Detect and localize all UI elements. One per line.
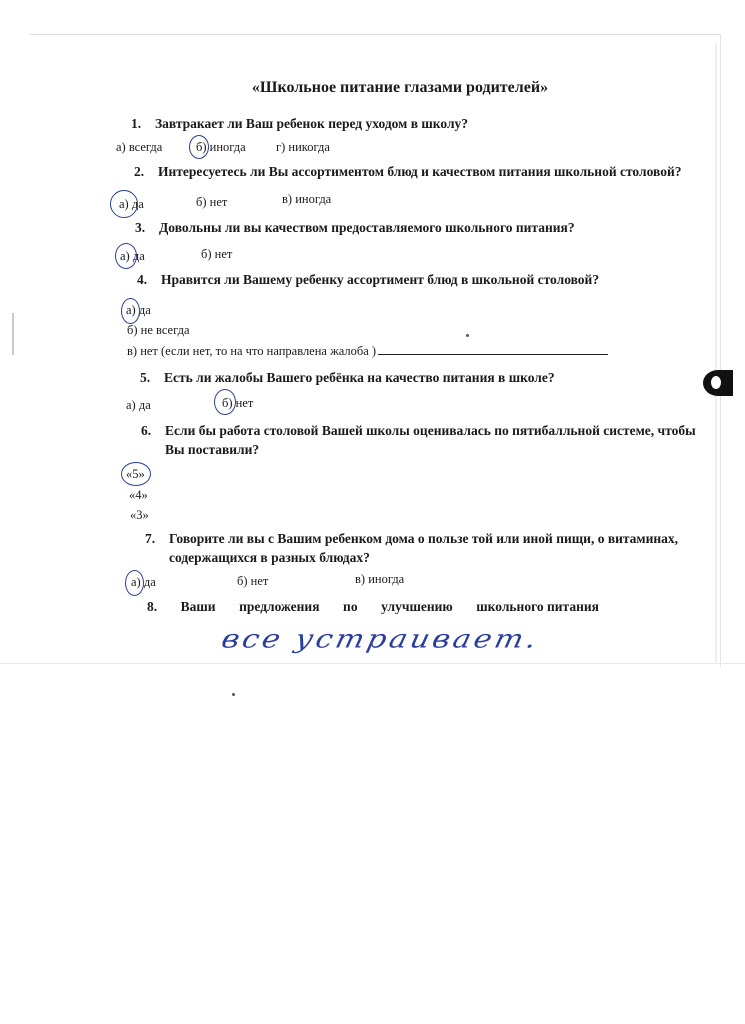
scan-edge-mark	[12, 313, 14, 355]
q7-option-b[interactable]: б) нет	[237, 574, 269, 588]
question-7	[145, 530, 678, 547]
question-text: Довольны ли вы качеством предоставляемого школьного питания?	[159, 220, 575, 235]
scan-edge-mark-right	[715, 44, 717, 664]
question-text: Интересуетесь ли Вы ассортиментом блюд и качеством питания школьной столовой?	[158, 164, 682, 179]
q4-option-a[interactable]: а) да	[126, 303, 151, 317]
q5-option-a[interactable]: а) да	[126, 398, 151, 412]
question-number: 3.	[135, 220, 146, 235]
question-3	[135, 219, 575, 236]
question-6-continued: Вы поставили?	[165, 442, 260, 457]
question-7-continued: содержащихся в разных блюдах?	[169, 550, 370, 565]
question-1	[131, 115, 468, 132]
q7-option-v[interactable]: в) иногда	[355, 572, 405, 586]
question-word: предложения	[239, 599, 320, 614]
paper-bottom-edge	[0, 663, 745, 664]
question-4	[137, 271, 599, 288]
speck	[466, 334, 469, 337]
question-text: Говорите ли вы с Вашим ребенком дома о пользе той или иной пищи, о витаминах,	[169, 531, 679, 546]
question-word: Ваши	[180, 599, 216, 614]
question-2	[134, 163, 681, 180]
q4-option-v[interactable]	[127, 343, 608, 359]
q1-option-a[interactable]: а) всегда	[116, 140, 163, 154]
question-number: 2.	[134, 164, 145, 179]
q6-option-5[interactable]: «5»	[126, 467, 145, 481]
q5-option-b[interactable]: б) нет	[222, 396, 254, 410]
question-text: Если бы работа столовой Вашей школы оценивалась по пятибалльной системе, чтобы	[165, 423, 696, 438]
question-number: 8.	[147, 599, 158, 614]
question-word: школьного питания	[476, 599, 599, 614]
q1-option-b[interactable]: б) иногда	[196, 140, 246, 154]
q1-option-g[interactable]: г) никогда	[276, 140, 330, 154]
q7-option-a[interactable]: а) да	[131, 575, 156, 589]
question-6	[141, 422, 696, 439]
question-text: Есть ли жалобы Вашего ребёнка на качество питания в школе?	[164, 370, 555, 385]
q6-option-4[interactable]: «4»	[129, 488, 148, 502]
handwritten-answer[interactable]: все устраивает.	[218, 624, 542, 655]
question-number: 4.	[137, 272, 148, 287]
question-number: 1.	[131, 116, 142, 131]
q3-option-a[interactable]: а) да	[120, 249, 145, 263]
question-word: улучшению	[381, 599, 453, 614]
punch-hole-icon	[703, 370, 733, 396]
q2-option-b[interactable]: б) нет	[196, 195, 228, 209]
q4-option-b[interactable]: б) не всегда	[127, 323, 190, 337]
q6-option-3[interactable]: «3»	[130, 508, 149, 522]
question-number: 5.	[140, 370, 151, 385]
question-number: 7.	[145, 531, 156, 546]
q4-option-v-label: в) нет (если нет, то на что направлена жалоба )	[127, 344, 377, 358]
page-title: «Школьное питание глазами родителей»	[251, 79, 549, 96]
question-text: Нравится ли Вашему ребенку ассортимент блюд в школьной столовой?	[161, 272, 600, 287]
question-text: Завтракает ли Ваш ребенок перед уходом в школу?	[155, 116, 469, 131]
speck	[232, 693, 235, 696]
question-5	[140, 369, 555, 386]
complaint-answer-line[interactable]	[378, 343, 608, 355]
question-8	[147, 599, 599, 615]
question-number: 6.	[141, 423, 152, 438]
question-word: по	[343, 599, 358, 614]
q2-option-a[interactable]: а) да	[119, 197, 144, 211]
q3-option-b[interactable]: б) нет	[201, 247, 233, 261]
q2-option-v[interactable]: в) иногда	[282, 192, 332, 206]
